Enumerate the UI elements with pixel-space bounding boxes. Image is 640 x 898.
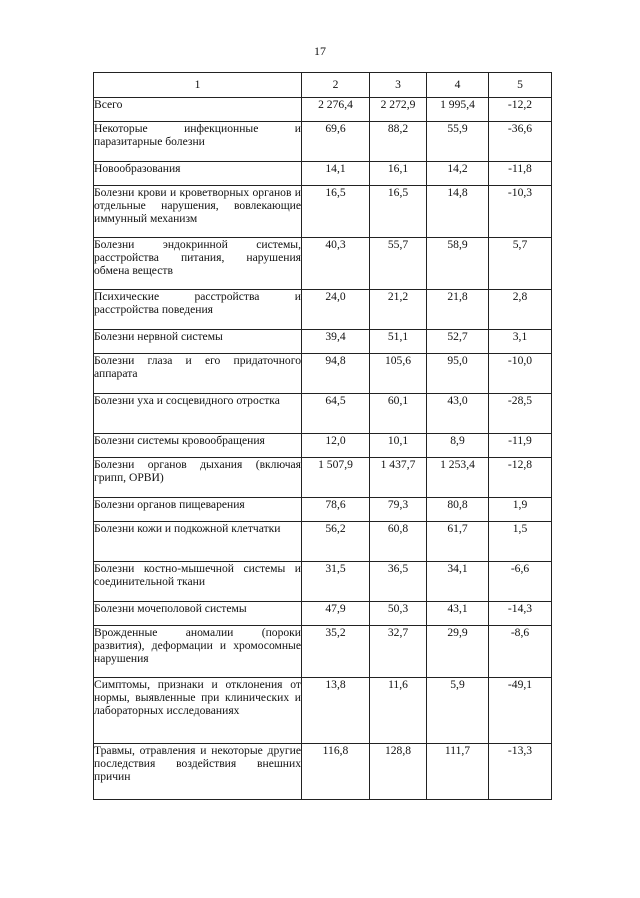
row-label: Симптомы, признаки и отклонения от нормы, выявленные при клинических и лабораторных исследованиях xyxy=(94,678,302,744)
value-col-5: -12,8 xyxy=(489,458,552,498)
table-row xyxy=(94,238,552,290)
table-row xyxy=(94,458,552,498)
column-header: 3 xyxy=(370,73,427,98)
value-col-4: 21,8 xyxy=(427,290,489,330)
table-row xyxy=(94,330,552,354)
value-col-4: 61,7 xyxy=(427,522,489,562)
row-label: Врожденные аномалии (пороки развития), деформации и хромосомные нарушения xyxy=(94,626,302,678)
value-col-5: 5,7 xyxy=(489,238,552,290)
value-col-4: 95,0 xyxy=(427,354,489,394)
value-col-2: 78,6 xyxy=(302,498,370,522)
column-header: 1 xyxy=(94,73,302,98)
value-col-5: -12,2 xyxy=(489,98,552,122)
value-col-4: 111,7 xyxy=(427,744,489,800)
table-row xyxy=(94,562,552,602)
value-col-4: 34,1 xyxy=(427,562,489,602)
value-col-2: 12,0 xyxy=(302,434,370,458)
value-col-3: 21,2 xyxy=(370,290,427,330)
value-col-2: 31,5 xyxy=(302,562,370,602)
value-col-2: 24,0 xyxy=(302,290,370,330)
value-col-4: 58,9 xyxy=(427,238,489,290)
header-row xyxy=(94,73,552,98)
column-header: 2 xyxy=(302,73,370,98)
value-col-3: 36,5 xyxy=(370,562,427,602)
value-col-5: 1,5 xyxy=(489,522,552,562)
value-col-3: 105,6 xyxy=(370,354,427,394)
value-col-3: 1 437,7 xyxy=(370,458,427,498)
table-row xyxy=(94,122,552,162)
value-col-2: 14,1 xyxy=(302,162,370,186)
value-col-4: 43,0 xyxy=(427,394,489,434)
value-col-5: 3,1 xyxy=(489,330,552,354)
value-col-5: -11,8 xyxy=(489,162,552,186)
value-col-5: -10,3 xyxy=(489,186,552,238)
value-col-3: 55,7 xyxy=(370,238,427,290)
value-col-5: -28,5 xyxy=(489,394,552,434)
value-col-3: 60,1 xyxy=(370,394,427,434)
table-row xyxy=(94,290,552,330)
value-col-5: -13,3 xyxy=(489,744,552,800)
page-number: 17 xyxy=(314,44,326,58)
value-col-3: 51,1 xyxy=(370,330,427,354)
morbidity-table xyxy=(93,72,552,800)
row-label: Болезни мочеполовой системы xyxy=(94,602,302,626)
row-label: Болезни нервной системы xyxy=(94,330,302,354)
value-col-4: 1 253,4 xyxy=(427,458,489,498)
value-col-3: 128,8 xyxy=(370,744,427,800)
row-label: Болезни глаза и его придаточного аппарата xyxy=(94,354,302,394)
value-col-2: 64,5 xyxy=(302,394,370,434)
column-header: 5 xyxy=(489,73,552,98)
table-row xyxy=(94,626,552,678)
value-col-4: 5,9 xyxy=(427,678,489,744)
table-row xyxy=(94,498,552,522)
value-col-3: 16,5 xyxy=(370,186,427,238)
table-row xyxy=(94,186,552,238)
value-col-5: -36,6 xyxy=(489,122,552,162)
row-label: Психические расстройства и расстройства поведения xyxy=(94,290,302,330)
row-label: Болезни органов пищеварения xyxy=(94,498,302,522)
value-col-3: 88,2 xyxy=(370,122,427,162)
value-col-2: 2 276,4 xyxy=(302,98,370,122)
value-col-2: 1 507,9 xyxy=(302,458,370,498)
value-col-5: -10,0 xyxy=(489,354,552,394)
table-row xyxy=(94,434,552,458)
value-col-4: 55,9 xyxy=(427,122,489,162)
value-col-5: -6,6 xyxy=(489,562,552,602)
row-label: Болезни эндокринной системы, расстройства питания, нарушения обмена веществ xyxy=(94,238,302,290)
row-label: Болезни кожи и подкожной клетчатки xyxy=(94,522,302,562)
value-col-3: 50,3 xyxy=(370,602,427,626)
table-row xyxy=(94,162,552,186)
value-col-5: 2,8 xyxy=(489,290,552,330)
row-label: Травмы, отравления и некоторые другие последствия воздействия внешних причин xyxy=(94,744,302,800)
value-col-4: 8,9 xyxy=(427,434,489,458)
value-col-5: -14,3 xyxy=(489,602,552,626)
value-col-5: -49,1 xyxy=(489,678,552,744)
column-header: 4 xyxy=(427,73,489,98)
row-label: Некоторые инфекционные и паразитарные болезни xyxy=(94,122,302,162)
value-col-4: 80,8 xyxy=(427,498,489,522)
table-row xyxy=(94,394,552,434)
value-col-5: -11,9 xyxy=(489,434,552,458)
value-col-2: 94,8 xyxy=(302,354,370,394)
table-row xyxy=(94,678,552,744)
value-col-3: 32,7 xyxy=(370,626,427,678)
value-col-4: 29,9 xyxy=(427,626,489,678)
value-col-3: 10,1 xyxy=(370,434,427,458)
value-col-2: 56,2 xyxy=(302,522,370,562)
value-col-5: -8,6 xyxy=(489,626,552,678)
value-col-2: 16,5 xyxy=(302,186,370,238)
value-col-3: 16,1 xyxy=(370,162,427,186)
value-col-2: 35,2 xyxy=(302,626,370,678)
table-row xyxy=(94,98,552,122)
row-label: Болезни костно-мышечной системы и соединительной ткани xyxy=(94,562,302,602)
value-col-4: 43,1 xyxy=(427,602,489,626)
value-col-2: 69,6 xyxy=(302,122,370,162)
value-col-5: 1,9 xyxy=(489,498,552,522)
row-label: Болезни крови и кроветворных органов и отдельные нарушения, вовлекающие иммунный механизм xyxy=(94,186,302,238)
value-col-4: 14,2 xyxy=(427,162,489,186)
value-col-2: 47,9 xyxy=(302,602,370,626)
value-col-3: 2 272,9 xyxy=(370,98,427,122)
row-label: Болезни системы кровообращения xyxy=(94,434,302,458)
value-col-2: 39,4 xyxy=(302,330,370,354)
value-col-4: 52,7 xyxy=(427,330,489,354)
value-col-2: 13,8 xyxy=(302,678,370,744)
value-col-4: 14,8 xyxy=(427,186,489,238)
table-row xyxy=(94,354,552,394)
row-label: Новообразования xyxy=(94,162,302,186)
table-row xyxy=(94,744,552,800)
value-col-2: 116,8 xyxy=(302,744,370,800)
row-label: Всего xyxy=(94,98,302,122)
value-col-3: 11,6 xyxy=(370,678,427,744)
row-label: Болезни уха и сосцевидного отростка xyxy=(94,394,302,434)
value-col-3: 60,8 xyxy=(370,522,427,562)
row-label: Болезни органов дыхания (включая грипп, ОРВИ) xyxy=(94,458,302,498)
value-col-4: 1 995,4 xyxy=(427,98,489,122)
table-row xyxy=(94,522,552,562)
table-row xyxy=(94,602,552,626)
value-col-3: 79,3 xyxy=(370,498,427,522)
value-col-2: 40,3 xyxy=(302,238,370,290)
